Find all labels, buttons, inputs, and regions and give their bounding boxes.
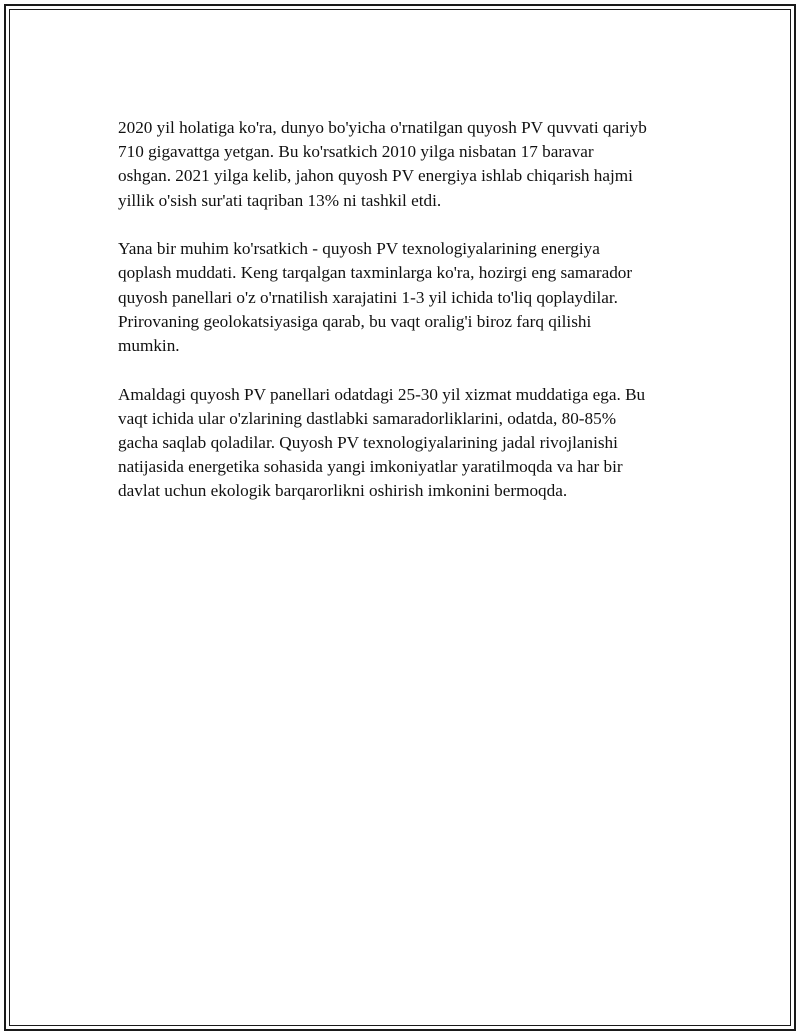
paragraph-line: natijasida energetika sohasida yangi imkoniyatlar yaratilmoqda va har bir — [118, 457, 623, 477]
paragraph-line: Amaldagi quyosh PV panellari odatdagi 25-30 yil xizmat muddatiga ega. Bu — [118, 384, 646, 404]
paragraph-line: mumkin. — [118, 336, 180, 356]
paragraph-line: vaqt ichida ular o'zlarining dastlabki samaradorliklarini, odatda, 80-85% — [118, 408, 617, 428]
paragraph-line: davlat uchun ekologik barqarorlikni oshirish imkonini bermoqda. — [118, 481, 568, 501]
paragraph-1 — [118, 116, 693, 213]
paragraph-line: yillik o'sish sur'ati taqriban 13% ni tashkil etdi. — [118, 190, 442, 210]
document-body — [118, 116, 693, 528]
paragraph-line: 2020 yil holatiga ko'ra, dunyo bo'yicha o'rnatilgan quyosh PV quvvati qariyb — [118, 118, 647, 137]
paragraph-line: 710 gigavattga yetgan. Bu ko'rsatkich 2010 yilga nisbatan 17 baravar — [118, 142, 594, 162]
paragraph-line: oshgan. 2021 yilga kelib, jahon quyosh PV energiya ishlab chiqarish hajmi — [118, 166, 633, 186]
paragraph-line: Prirovaning geolokatsiyasiga qarab, bu vaqt oralig'i biroz farq qilishi — [118, 311, 592, 331]
paragraph-3 — [118, 383, 693, 504]
paragraph-2 — [118, 237, 693, 358]
paragraph-line: quyosh panellari o'z o'rnatilish xarajatini 1-3 yil ichida to'liq qoplaydilar. — [118, 287, 618, 307]
paragraph-line: qoplash muddati. Keng tarqalgan taxminlarga ko'ra, hozirgi eng samarador — [118, 263, 633, 283]
paragraph-line: Yana bir muhim ko'rsatkich - quyosh PV texnologiyalarining energiya — [118, 239, 600, 259]
paragraph-line: gacha saqlab qoladilar. Quyosh PV texnologiyalarining jadal rivojlanishi — [118, 433, 618, 453]
